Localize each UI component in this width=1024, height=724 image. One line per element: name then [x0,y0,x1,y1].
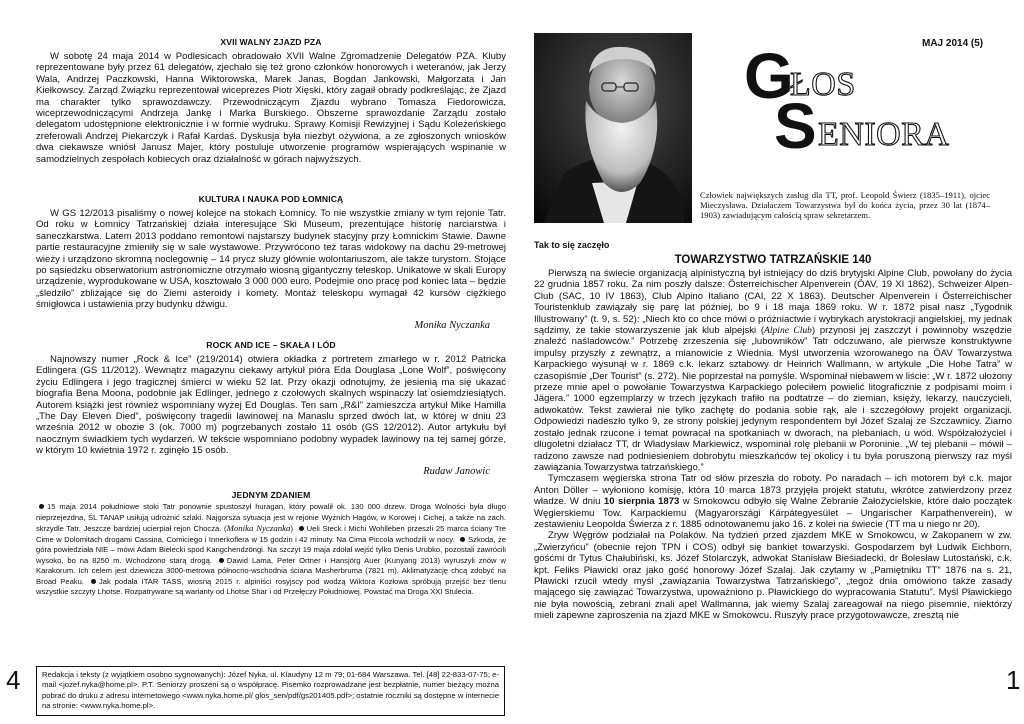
news-brief-item: Jak podała ITAR TASS, wiosną 2015 r. alpiniści rosyjscy pod wodzą Wiktora Kozłowa spróbują przejść bez tlenu wszystkie szczyty Lhotse. Rozpatrywane są warianty od Lhotse Shar i od Przełęczy Południowej. Powstać ma Droga XXI Stulecia. [36,576,507,597]
article-paragraph: Pierwszą na świecie organizacją alpinistyczną był istniejący do dziś brytyjski Alpine Club, powołany do życia 22 grudnia 1857 roku. Za nim poszły dalsze: Österreichischer Alpenverein (ÖAV, 19 XI 1862), Schweizer Alpen-Club (SAC, 10 IV 1863), Club Alpino Italiano (CAI, 22 X 1863). Deutscher Alpenverein i Österreichischer Touristenklub zawiązały się parę lat później, bo 9 i 18 maja 1869 roku. W r. 1872 pisał nasz „Tygodnik Illustrowany” (t. 9, s. 52): „Niech kto co chce mówi o próżniactwie i wybrykach arystokracji angielskiej, my jednak sądzimy, że takie stowarzyszenie jak klub alpejski (Alpine Club) przynosi jej zaszczyt i powinnoby wszędzie znaleźć naśladowców.” Potrzebę zrzeszenia się „lubowników” Tatr odczuwano, ale pierwsze konstruktywne impulsy przyszły z zewnątrz, a mianowicie z Wiednia. Myśl utworzenia wzorowanego na ÖAV Towarzystwa Karpackiego wysunął w r. 1869 c.k. lekarz sztabowy dr Heinrich Wallmann, w artykule „Die Hohe Tatra” w czasopiśmie „Der Tourist” (s. 272). Nie poprzestał na pomyśle. Wspominał niebawem w liście: „W r. 1872 ułożony przeze mnie apel o powołanie Towarzystwa Karpackiego poleciłem powielić litograficznie z podpisami moim i Jägera.” 1000 egzemplarzy w trzech językach trafiło na podtatrze – do ziemian, księży, lekarzy, nauczycieli, adwokatów. Tekst zawierał nie tylko zachętę do podania sobie rąk, ale i szczegółowy projekt organizacji. Odpowiedzi nadeszło tylko 9, ze strony polskiej jedynym respondentem był Józef Szalaj ze Szczawnicy. Ziarno zostało jednak rzucone i temat powracał na spotkaniach w dworach, na plebaniach, u wód. Współzałożyciel i długoletni działacz TT, dr Władysław Markiewicz, wspominał rolę plebanii w Poroninie. „W tej plebanii – mówił – radzono zawsze nad podniesieniem dobrobytu mieszkańców tej okolicy i tu była poruszoną pierwszy raz myśl zawiązania Towarzystwa tatrzańskiego.” [534,268,1012,473]
bullet-icon [91,579,96,584]
bullet-icon [219,558,224,563]
section-title-jednym-zdaniem: JEDNYM ZDANIEM [231,490,311,500]
imprint-box: Redakcja i teksty (z wyjątkiem osobno sygnowanych): Józef Nyka, ul. Klaudyny 12 m 79; 01-684 Warszawa. Tel. [48] 22-833-07-75; e-mail <jozef.nyka@home.pl>. P.T. Seniorzy proszeni są o współpracę. Pisemko rozprowadzane jest bezpłatnie, numer bieżący można pobrać do druku z adresu internetowego <www.nyka.home.pl/ glos_sen/pdf/gs201405.pdf>; ostatnie roczniki są dostępne w internecie na stronie: <www.nyka.home.pl>. [36,666,505,716]
section-title-walny-zjazd: XVII WALNY ZJAZD PZA [220,37,322,47]
article-rock-and-ice: Najnowszy numer „Rock & Ice” (219/2014) otwiera okładka z portretem zmarłego w r. 2012 Patricka Edlingera (GS 11/2012). Wewnątrz magazynu ciekawy artykuł pióra Eda Douglasa „Lone Wolf”, poświęcony życiu Edlingera i jego tragicznej śmierci w wieku 52 lat. Przy okazji odnotujmy, że jesienią ma się ukazać biografia Bena Moona, podobnie jak Edlinger, jednego z czołowych skalnych wspinaczy lat osiemdziesiątych. Autorem książki jest również wspomniany wyżej Ed Douglas. Ten sam „R&I” zamieszcza artykuł Mike Hamilla „The Day Eleven Died”, poświęcony tragedii lawinowej na Manaslu sprzed dwóch lat, w której w dniu 23 września 2012 w obozie 3 (ok. 7000 m) pogrzebanych zostało 11 osób (GS 12/2012). Autor artykułu był naocznym świadkiem tych wydarzeń. W tekście wspomniano podobny wypadek lawinowy na tej samej górze, w którym 10 kwietnia 1972 r. zginęło 15 osób. [36,354,506,457]
bullet-icon [460,537,465,542]
inline-signature: Monika Nyczanka [226,523,291,534]
masthead-word-eniora: ENIORA [818,116,950,153]
bullet-icon [299,526,304,531]
article-paragraph: Tymczasem węgierska strona Tatr od słów przeszła do roboty. Po naradach – ich motorem był c.k. major Anton Döller – wyłoniono komisję, która 10 marca 1873 przyjęła projekt statutu, wkrótce zatwierdzony przez władze. W dniu 10 sierpnia 1873 w Smokowcu odbyło się Walne Zebranie Założycielskie, które dało początek Węgierskiemu Tow. Karpackiemu (Magyarországi Kárpátegyesület – Ungarischer Karpathenverein), w zestawieniu Leopolda Świerza z r. 1885 odnotowanemu jako 16. z kolei na świecie (TT ma u niego nr 20). [534,473,1013,530]
issue-label: MAJ 2014 (5) [922,38,984,49]
news-brief-item: Dawid Lama, Peter Ortner i Hansjörg Auer (Kunyang 2013) wyruszyli znów w Karakorum. Ich celem jest dziewicza 3000-metrowa północno-wschodnia ściana Masherbruma (7821 m). Aklimatyzację chcą zdobyć na Broad Peaku. [36,555,506,586]
article-walny-zjazd: W sobotę 24 maja 2014 w Podlesicach obradowało XVII Walne Zgromadzenie Delegatów PZA. Kluby reprezentowane były przez 61 delegatów, zjechało się też grono członków honorowych i weteranów, jak Jerzy Wala, Andrzej Paczkowski, Hanna Wiktorowska, Marek Janas, Bogdan Jankowski, Małgorzata i Jan Kiełkowscy. Zarząd Związku reprezentował wiceprezes Piotr Xięski, który zagaił obrady podkreślając, że Zjazd ma charakter tylko sprawozdawczy. Przewodniczącym Zjazdu wybrano Tomasza Fiedorowicza, wiceprzewodniczącymi Andrzeja Jankę i Marka Burskiego. Obszerne sprawozdanie Zarządu zostało delegatom udostępnione elektronicznie i w formie wydruku. Sprawy Komisji Rewizyjnej i Sądu Koleżeńskiego zreferowali Andrzej Piekarczyk i Rafał Kardaś. Dyskusja była niezbyt ożywiona, a ze zgłoszonych wniosków dwa ciekawsze wniósł Janusz Majer, który postuluje utworzenie programów wspierających wspinanie w samodzielnych zespołach kobiecych oraz działalność w górach najwyższych. [36,51,506,165]
bold-date: 10 sierpnia 1873 [603,496,680,508]
news-brief-item: Ueli Steck i Michi Wohlleben przeszli 25 marca ściany Tre Cime w Dolomitach drogami Cassina, Comiciego i Innerkoflera w 15 godzin i 42 minuty. Na Cima Piccola wchodzili w nocy. [36,524,506,544]
portrait-caption: Człowiek największych zasług dla TT, prof. Leopold Świerz (1835–1911), ojciec Mieczysława. Działaczem Towarzystwa był do końca życia, przez 30 lat (1874–1903) zawiadującym całością spraw sekretarzem. [700,190,990,221]
section-title-kultura-lomnica: KULTURA I NAUKA POD ŁOMNICĄ [198,194,344,204]
article-paragraph: Zryw Węgrów podziałał na Polaków. Na tydzień przed zjazdem MKE w Smokowcu, w Zakopanem w zw. „Zwierzyńcu” (obecnie rejon TPN i COS) odbył się bankiet towarzyski. Gospodarzem był Ludwik Eichborn, gośćmi dr Tytus Chałubiński, ks. Józef Stolarczyk, adwokat Stanisław Bieśiadecki, dr Bolesław Lutostański, c.k. kpt. Feliks Pławicki oraz jako gość honorowy Józef Szalaj. Jak czytamy w „Pamiętniku TT” 1876 na s. 21, Pławicki rzucił wtedy myśl „zawiązania Towarzystwa Tatrzańskiego”, „tegoż dnia omówiono także zasady mającego się zawiązać Towarzystwa, upoważniono p. Pławickiego do wypracowania Statutu”. Myśl Pławickiego nie była nowością, zebrani znali apel Wallmanna, jak wiemy Szalaj zareagował na niego pisemnie, niektórzy mieli zapewne zaproszenia na zjazd MKE w Smokowcu. Ruszyły prace przygotowawcze, zresztą nie [534,530,1012,622]
article-kultura-lomnica: W GS 12/2013 pisaliśmy o nowej kolejce na stokach Łomnicy. To nie wszystkie zmiany w tym rejonie Tatr. Od roku w Łomnicy Tatrzańskiej działa interesujące Ski Museum, prezentujące historię narciarstwa i saneczkarstwa. Latem 2013 poddano remontowi najstarszy budynek stacyjny przy Łomnickim Stawie. Dawne partie restauracyjne zmieniły się w sale wystawowe. Przywrócono też taras widokowy na dachu 29-metrowej wieży i urządzono skromną noclegownię – 14 prycz służy głównie wolontariuszom, ale także turystom. Stojące po sąsiedzku obserwatorium astronomiczne otrzymało wiosną gigantyczny teleskop. Unikatowe w skali Europy urządzenie, wyprodukowane w USA, kosztowało 3 000 000 euro. Podejmie ono pracę pod koniec lata – będzie „śledziło” zbliżające się do Ziemi asteroidy i komety. Montaż teleskopu wymagał 42 kursów ciężkiego śmigłowca i ustawienia przy budynku dźwigu. [36,208,506,311]
news-brief-list: 15 maja 2014 południowe stoki Tatr ponownie spustoszył huragan, który powalił ok. 130 000 drzew. Droga Wolności była długo nieprzejezdna, ŠL TANAP usiłują udrożnić szlaki. Najgorsza sytuacja jest w rejonie Wyżnich Hagów, w Korowej i Cichej, a także na zach. skrzydle Tatr. Jeszcze bardziej ucierpiał rejon Chocza. (Monika Nyczanka) Ueli Steck i Michi Wohlleben przeszli 25 marca ściany Tre Cime w Dolomitach drogami Cassina, Comiciego i Innerkoflera w 15 godzin i 42 minuty. Na Cima Piccola wchodzili w nocy. Szkoda, że góra powiedziała NIE – mówi Adam Bielecki spod Kangchendzöngi. Na szczyt 19 maja zdołał wejść tylko Denis Urubko, pozostali zawrócili wysoko, bo na 8250 m. Wchodzono starą drogą. Dawid Lama, Peter Ortner i Hansjörg Auer (Kunyang 2013) wyruszyli znów w Karakorum. Ich celem jest dziewicza 3000-metrowa północno-wschodnia ściana Masherbruma (7821 m). Aklimatyzację chcą zdobyć na Broad Peaku. Jak podała ITAR TASS, wiosną 2015 r. alpiniści rosyjscy pod wodzą Wiktora Kozłowa spróbują przejść bez tlenu wszystkie szczyty Lhotse. Rozpatrywane są warianty od Lhotse Shar i od Przełęczy Południowej. Powstać ma Droga XXI Stulecia. [36,502,507,597]
right-page [512,0,1024,724]
article-body [534,268,1012,622]
section-title-rock-and-ice: ROCK AND ICE – SKAŁA I LÓD [206,340,336,350]
signature-rudaw-janowic: Rudaw Janowic [423,466,490,477]
masthead-word-los: ŁOS [790,66,856,103]
page-number-left: 4 [6,665,21,695]
italic-term: Alpine Club [764,325,812,337]
portrait-photo [534,33,692,223]
page-number-right: 1 [1006,665,1021,695]
news-brief-item: 15 maja 2014 południowe stoki Tatr ponownie spustoszył huragan, który powalił ok. 130 000 drzew. Droga Wolności była długo nieprzejezdna, ŠL TANAP usiłują udrożnić szlaki. Najgorsza sytuacja jest w rejonie Wyżnich Hagów, w Korowej i Cichej, a także na zach. skrzydle Tatr. Jeszcze bardziej ucierpiał rejon Chocza. [36,502,506,534]
bullet-icon [39,504,44,509]
masthead-letter-s: S [774,90,816,162]
news-brief-item: Szkoda, że góra powiedziała NIE – mówi Adam Bielecki spod Kangchendzöngi. Na szczyt 19 maja zdołał wejść tylko Denis Urubko, pozostali zawrócili wysoko, bo na 8250 m. Wchodzono starą drogą. [36,534,506,565]
masthead-logo [744,40,1014,162]
kicker: Tak to się zaczęło [534,240,610,250]
signature-monika-nyczanka: Monika Nyczanka [414,320,490,331]
portrait-bearded-man-icon [534,33,692,223]
article-title: TOWARZYSTWO TATRZAŃSKIE 140 [674,254,872,266]
masthead-letter-g: G [744,40,793,112]
